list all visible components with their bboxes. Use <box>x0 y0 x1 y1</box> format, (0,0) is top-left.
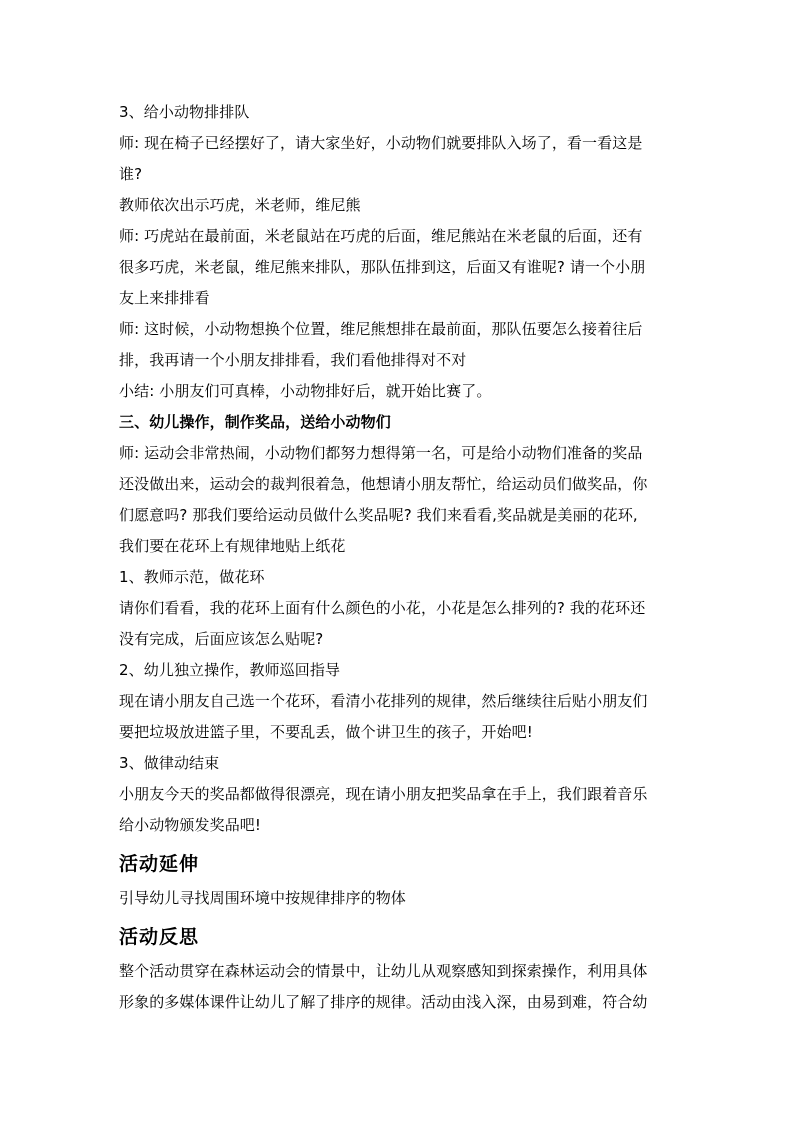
paragraph-line: 很多巧虎，米老鼠，维尼熊来排队，那队伍排到这，后面又有谁呢? 请一个小朋 <box>119 258 646 276</box>
subheading-ending: 3、做律动结束 <box>119 754 220 772</box>
paragraph-line: 师: 这时候，小动物想换个位置，维尼熊想排在最前面，那队伍要怎么接着往后 <box>119 320 643 338</box>
subheading-demo: 1、教师示范，做花环 <box>119 568 265 586</box>
paragraph-line: 师: 运动会非常热闹，小动物们都努力想得第一名，可是给小动物们准备的奖品 <box>119 444 643 462</box>
paragraph-line: 教师依次出示巧虎，米老师，维尼熊 <box>119 196 361 214</box>
paragraph-line: 没有完成，后面应该怎么贴呢? <box>119 630 324 648</box>
paragraph-line: 师: 巧虎站在最前面，米老鼠站在巧虎的后面，维尼熊站在米老鼠的后面，还有 <box>119 227 643 245</box>
paragraph-line: 排，我再请一个小朋友排排看，我们看他排得对不对 <box>119 351 467 369</box>
heading-activity-extension: 活动延伸 <box>119 853 200 875</box>
paragraph-line: 要把垃圾放进篮子里，不要乱丢，做个讲卫生的孩子，开始吧! <box>119 723 533 741</box>
paragraph-line: 给小动物颁发奖品吧! <box>119 816 262 834</box>
section-heading-queue: 3、给小动物排排队 <box>119 103 250 121</box>
extension-text: 引导幼儿寻找周围环境中按规律排序的物体 <box>119 889 406 907</box>
paragraph-line: 小朋友今天的奖品都做得很漂亮，现在请小朋友把奖品拿在手上，我们跟着音乐 <box>119 785 648 803</box>
paragraph-line: 友上来排排看 <box>119 289 210 307</box>
paragraph-line: 师: 现在椅子已经摆好了，请大家坐好，小动物们就要排队入场了，看一看这是 <box>119 134 643 152</box>
paragraph-line: 现在请小朋友自己选一个花环，看清小花排列的规律，然后继续往后贴小朋友们 <box>119 692 648 710</box>
document-body <box>119 97 679 1018</box>
reflection-line: 整个活动贯穿在森林运动会的情景中，让幼儿从观察感知到探索操作，利用具体 <box>119 962 648 980</box>
paragraph-line: 还没做出来，运动会的裁判很着急，他想请小朋友帮忙，给运动员们做奖品，你 <box>119 475 648 493</box>
summary-line: 小结: 小朋友们可真棒，小动物排好后，就开始比赛了。 <box>119 382 492 400</box>
paragraph-line: 们愿意吗? 那我们要给运动员做什么奖品呢? 我们来看看,奖品就是美丽的花环, <box>119 506 638 524</box>
section-heading-operation: 三、幼儿操作，制作奖品，送给小动物们 <box>119 413 391 431</box>
paragraph-line: 我们要在花环上有规律地贴上纸花 <box>119 537 346 555</box>
reflection-line: 形象的多媒体课件让幼儿了解了排序的规律。活动由浅入深，由易到难，符合幼 <box>119 993 648 1011</box>
subheading-independent: 2、幼儿独立操作，教师巡回指导 <box>119 661 341 679</box>
paragraph-line: 请你们看看，我的花环上面有什么颜色的小花，小花是怎么排列的? 我的花环还 <box>119 599 646 617</box>
paragraph-line: 谁? <box>119 165 143 183</box>
heading-activity-reflection: 活动反思 <box>119 926 200 948</box>
